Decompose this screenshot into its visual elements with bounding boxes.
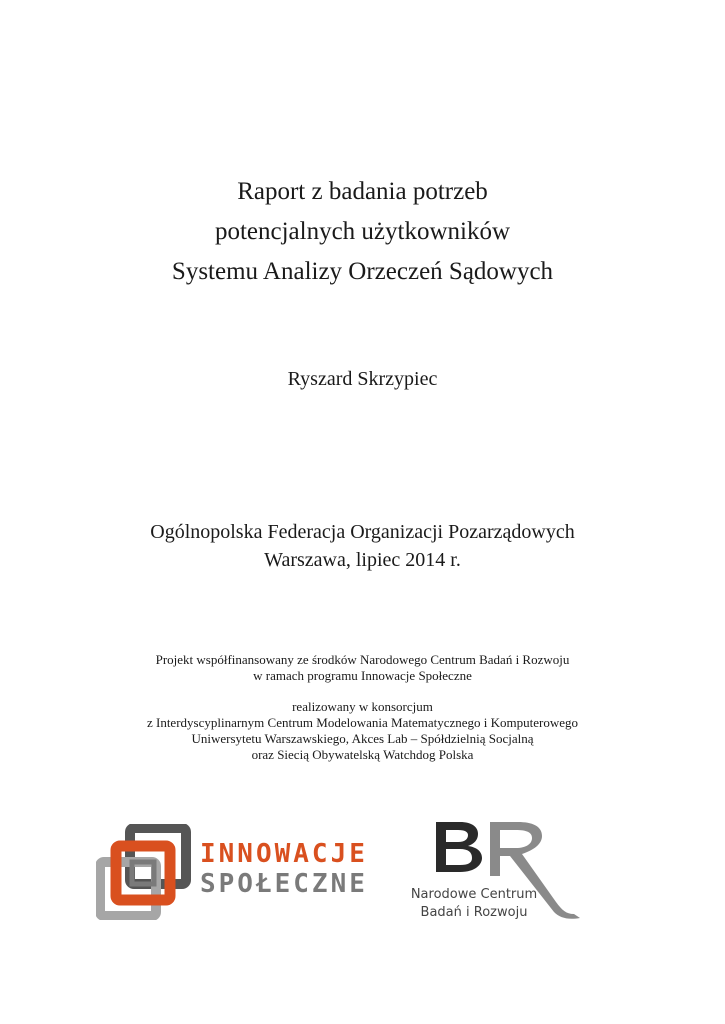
consortium-line-1: realizowany w konsorcjum bbox=[292, 699, 433, 714]
innowacje-logo-line1: INNOWACJE bbox=[200, 839, 368, 869]
consortium-line-3: Uniwersytetu Warszawskiego, Akces Lab – Spółdzielnią Socjalną bbox=[191, 731, 534, 746]
publisher-name: Ogólnopolska Federacja Organizacji Pozarządowych bbox=[150, 521, 575, 543]
title-line-2: potencjalnych użytkowników bbox=[214, 218, 511, 245]
funding-line-2: w ramach programu Innowacje Społeczne bbox=[253, 668, 472, 683]
innowacje-logo-line2: SPOŁECZNE bbox=[200, 869, 368, 899]
ncbr-caption-line1: Narodowe Centrum bbox=[410, 887, 538, 902]
publication-place-date: Warszawa, lipiec 2014 r. bbox=[264, 549, 461, 571]
consortium-line-4: oraz Siecią Obywatelską Watchdog Polska bbox=[251, 747, 474, 762]
ncbr-logo bbox=[404, 816, 604, 928]
report-title bbox=[0, 172, 725, 292]
consortium-line-2: z Interdyscyplinarnym Centrum Modelowania Matematycznego i Komputerowego bbox=[146, 715, 579, 730]
innowacje-spoleczne-logo bbox=[96, 824, 368, 920]
innowacje-logo-mark-icon bbox=[96, 824, 196, 920]
title-line-1: Raport z badania potrzeb bbox=[237, 178, 488, 205]
publisher-block bbox=[0, 518, 725, 574]
ncbr-caption-line2: Badań i Rozwoju bbox=[420, 905, 528, 920]
funding-line-1: Projekt współfinansowany ze środków Narodowego Centrum Badań i Rozwoju bbox=[155, 652, 570, 667]
title-line-3: Systemu Analizy Orzeczeń Sądowych bbox=[171, 258, 554, 285]
funding-note bbox=[0, 652, 725, 763]
author-name: Ryszard Skrzypiec bbox=[287, 368, 438, 390]
